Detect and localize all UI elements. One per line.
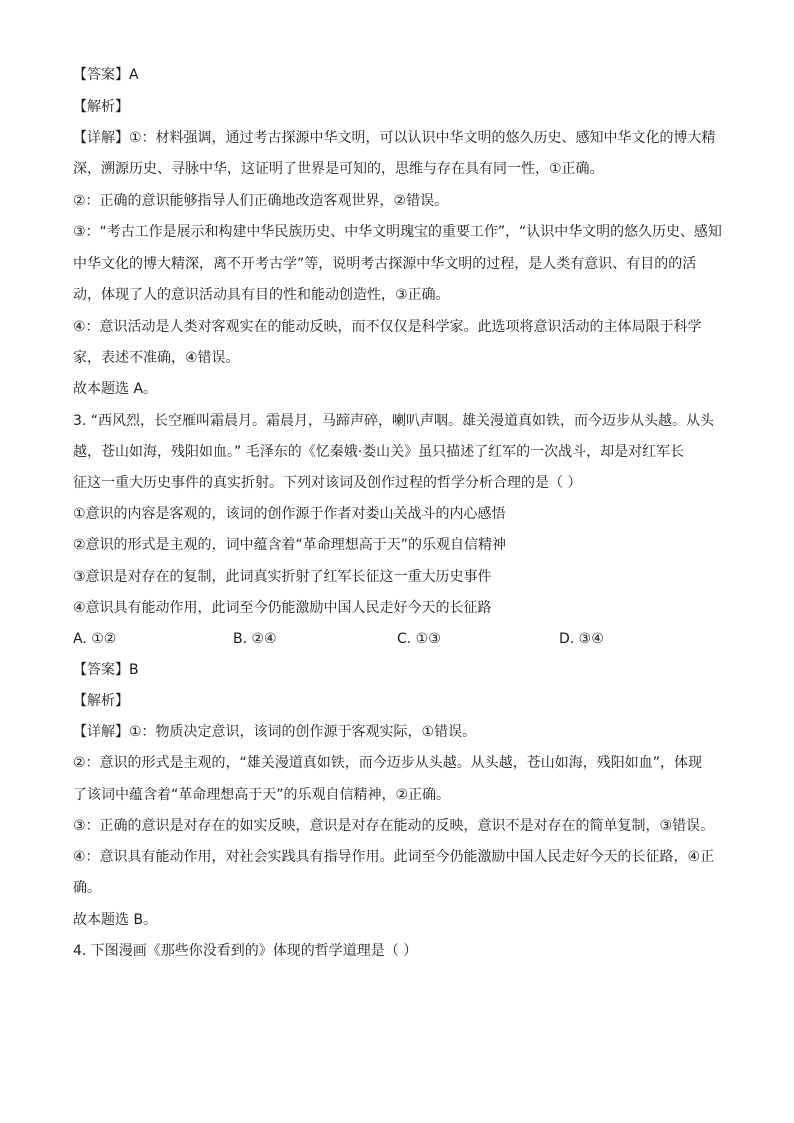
q3-detail-line: ③：正确的意识是对存在的如实反映，意识是对存在能动的反映，意识不是对存在的简单复制，③错误。: [73, 818, 715, 834]
q3-statement: ②意识的形式是主观的，词中蕴含着“革命理想高于天”的乐观自信精神: [73, 537, 507, 553]
q3-conclusion: 故本题选 B。: [73, 912, 158, 928]
q2-answer: 【答案】A: [73, 67, 139, 83]
q2-analysis-label: 【解析】: [73, 99, 129, 115]
q3-detail-line: 【详解】①：物质决定意识，该词的创作源于客观实际，①错误。: [73, 724, 477, 740]
q3-detail-line: 确。: [73, 880, 101, 896]
q3-statement: ③意识是对存在的复制，此词真实折射了红军长征这一重大历史事件: [73, 569, 492, 585]
q3-answer: 【答案】B: [73, 662, 139, 678]
q3-stem-line: 越，苍山如海，残阳如血。” 毛泽东的《忆秦娥·娄山关》虽只描述了红军的一次战斗，却是对红军长: [73, 444, 685, 460]
q3-option-d: D. ③④: [559, 631, 604, 647]
q4-stem: 4. 下图漫画《那些你没看到的》体现的哲学道理是（ ）: [73, 943, 418, 959]
q3-detail-line: ④：意识具有能动作用，对社会实践具有指导作用。此词至今仍能激励中国人民走好今天的长征路，④正: [73, 849, 715, 865]
q3-option-a: A. ①②: [73, 631, 117, 647]
q3-stem-line: 3. “西风烈，长空雁叫霜晨月。霜晨月，马蹄声碎，喇叭声咽。雄关漫道真如铁，而今迈步从头越。从头: [73, 413, 715, 429]
q3-option-c: C. ①③: [397, 631, 441, 647]
q3-option-b: B. ②④: [233, 631, 277, 647]
q2-detail-line: 深，溯源历史、寻脉中华，这证明了世界是可知的，思维与存在具有同一性，①正确。: [73, 161, 604, 177]
q2-detail-line: ②：正确的意识能够指导人们正确地改造客观世界，②错误。: [73, 193, 449, 209]
q3-options: [73, 629, 733, 649]
q2-detail-line: 动，体现了人的意识活动具有目的性和能动创造性，③正确。: [73, 287, 450, 303]
q3-statement: ①意识的内容是客观的，该词的创作源于作者对娄山关战斗的内心感悟: [73, 506, 506, 522]
q2-detail-line: 【详解】①：材料强调，通过考古探源中华文明，可以认识中华文明的悠久历史、感知中华文化的博大精: [73, 130, 716, 146]
q3-detail-line: 了该词中蕴含着“革命理想高于天”的乐观自信精神，②正确。: [73, 787, 451, 803]
q3-detail-line: ②：意识的形式是主观的，“雄关漫道真如铁，而今迈步从头越。从头越，苍山如海，残阳如血”，体现: [73, 755, 703, 771]
q2-detail-line: 中华文化的博大精深，离不开考古学”等，说明考古探源中华文明的过程，是人类有意识、有目的的活: [73, 256, 697, 272]
q2-detail-line: 家，表述不准确，④错误。: [73, 350, 240, 366]
q2-conclusion: 故本题选 A。: [73, 381, 158, 397]
q2-detail-line: ③：“考古工作是展示和构建中华民族历史、中华文明瑰宝的重要工作”，“认识中华文明的悠久历史、感知: [73, 224, 722, 240]
q3-analysis-label: 【解析】: [73, 693, 129, 709]
q3-statement: ④意识具有能动作用，此词至今仍能激励中国人民走好今天的长征路: [73, 600, 492, 616]
q2-detail-line: ④：意识活动是人类对客观实在的能动反映，而不仅仅是科学家。此选项将意识活动的主体局限于科学: [73, 319, 702, 335]
q3-stem-line: 征这一重大历史事件的真实折射。下列对该词及创作过程的哲学分析合理的是（ ）: [73, 475, 582, 491]
